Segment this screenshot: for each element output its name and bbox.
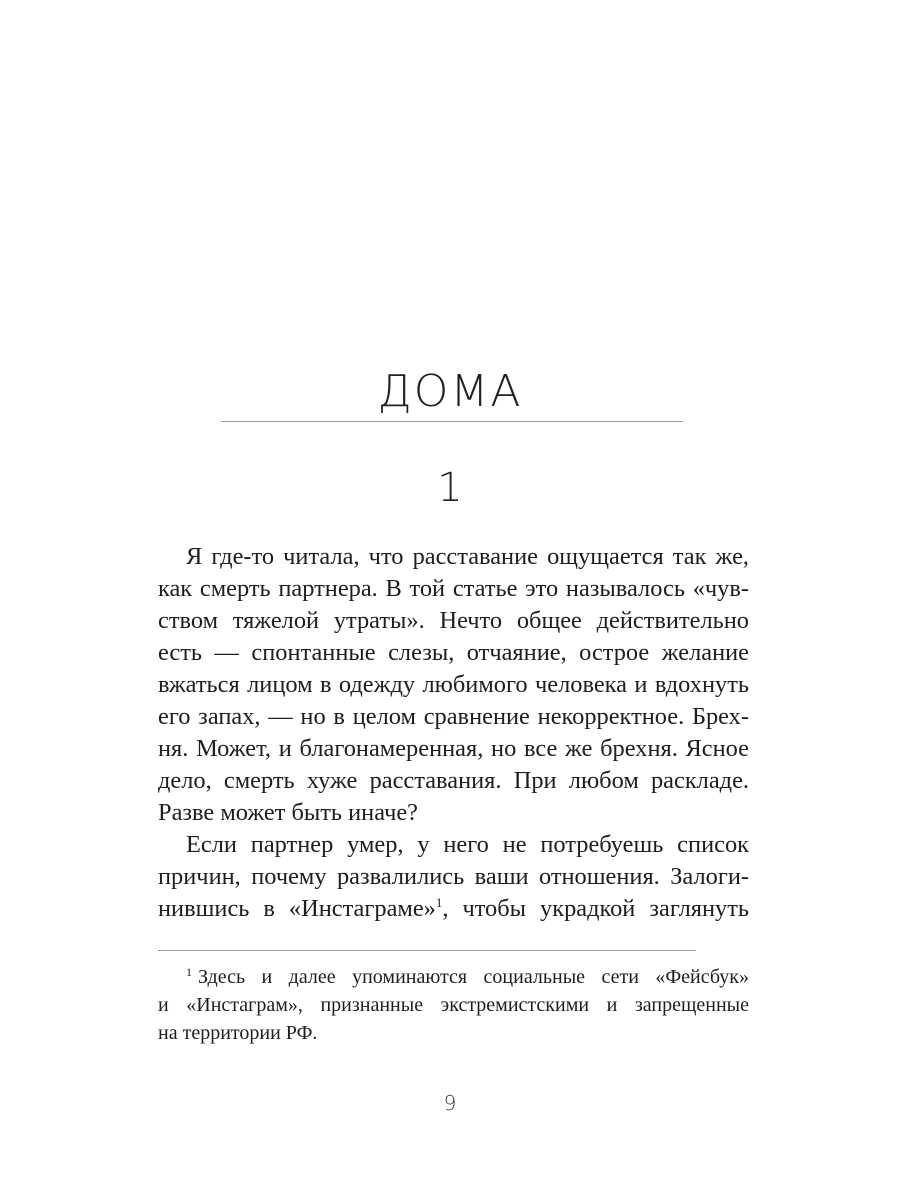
- body-line: как смерть партнера. В той статье это называлось «чув-: [158, 575, 749, 602]
- body-line: Если партнер умер, у него не потребуешь список: [186, 831, 749, 858]
- chapter-title: ДОМА: [377, 366, 523, 417]
- body-line: вжаться лицом в одежду любимого человека и вдохнуть: [158, 671, 749, 698]
- body-line: ня. Может, и благонамеренная, но все же брехня. Ясное: [158, 735, 749, 762]
- body-line: дело, смерть хуже расставания. При любом раскладе.: [158, 767, 749, 794]
- footnote-reference[interactable]: 1: [435, 895, 443, 910]
- body-line: ством тяжелой утраты». Нечто общее действительно: [158, 607, 749, 634]
- footnote-mark: 1: [186, 965, 192, 979]
- footnote-line: на территории РФ.: [158, 1022, 318, 1044]
- title-divider: [221, 421, 683, 422]
- body-line: Разве может быть иначе?: [158, 799, 419, 826]
- body-line-segment: , чтобы украдкой заглянуть: [442, 895, 749, 922]
- body-text: [158, 541, 749, 925]
- footnote-line: и «Инстаграм», признанные экстремистскими и запрещенные: [158, 994, 749, 1016]
- footnote-text: Здесь и далее упоминаются социальные сети «Фейсбук»: [198, 966, 749, 988]
- footnote-line: [158, 963, 749, 991]
- chapter-number: 1: [437, 465, 463, 511]
- footnote-divider: [158, 950, 696, 951]
- body-line: причин, почему развалились ваши отношения. Залоги-: [158, 863, 749, 890]
- body-line-segment: нившись в «Инстаграме»: [158, 895, 436, 922]
- body-line: есть — спонтанные слезы, отчаяние, острое желание: [158, 639, 749, 666]
- body-line: Я где-то читала, что расставание ощущается так же,: [186, 543, 749, 570]
- footnote: [158, 963, 749, 1047]
- page-number: 9: [443, 1091, 457, 1115]
- body-line: его запах, — но в целом сравнение некорректное. Брех-: [158, 703, 749, 730]
- body-line: [158, 893, 749, 925]
